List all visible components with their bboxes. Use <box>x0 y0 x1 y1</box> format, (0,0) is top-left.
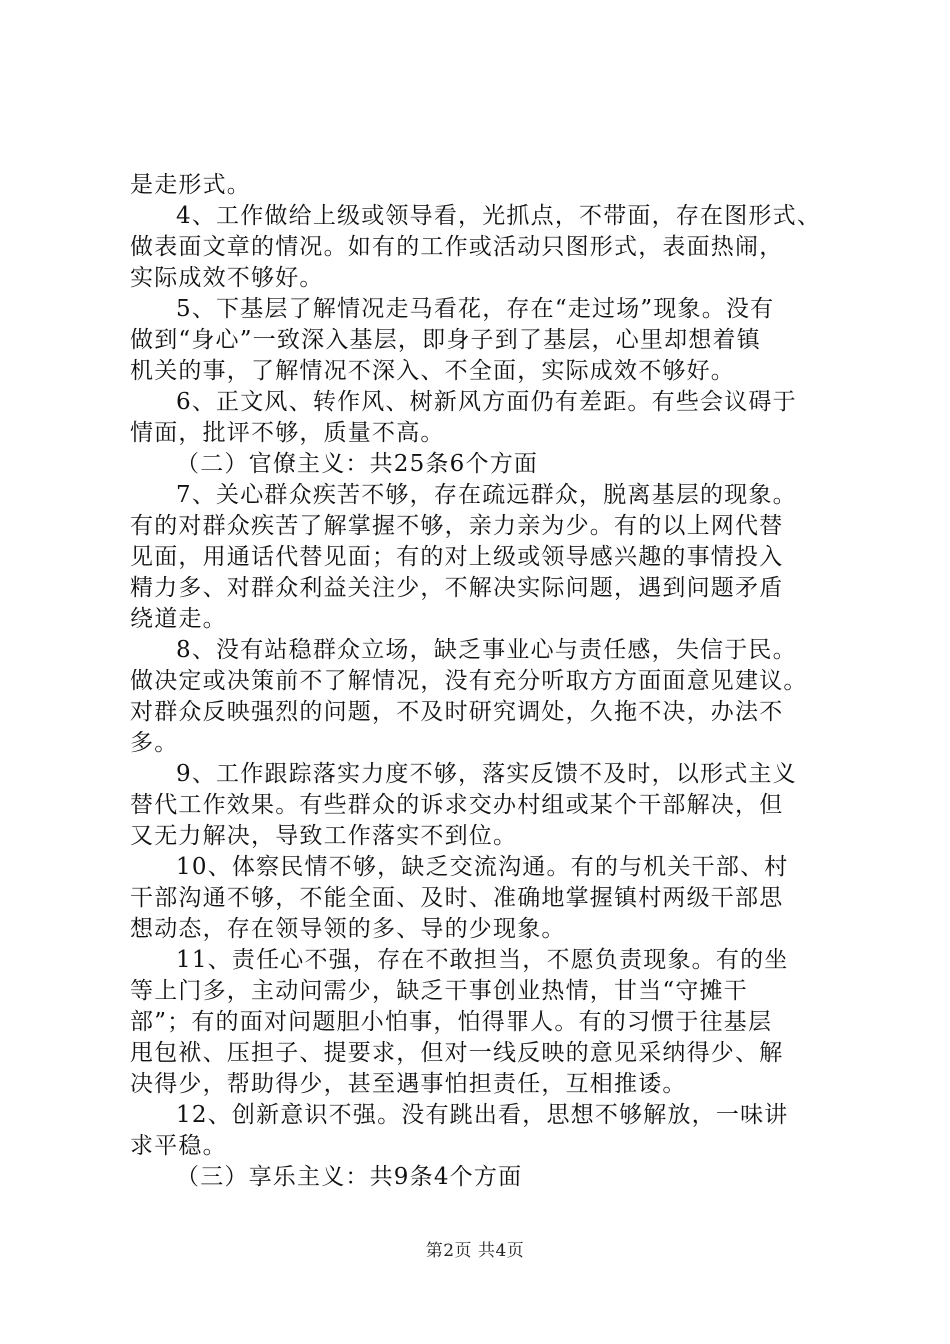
text-line: 5、下基层了解情况走马看花，存在“走过场”现象。没有 <box>176 296 775 322</box>
text-line: 是走形式。 <box>130 172 251 198</box>
page-footer: 第2页 共4页 <box>425 1241 525 1261</box>
text-line: 实际成效不够好。 <box>130 265 324 291</box>
text-line: 有的对群众疾苦了解掌握不够，亲力亲为少。有的以上网代替 <box>130 513 784 539</box>
text-line: 又无力解决，导致工作落实不到位。 <box>130 823 518 849</box>
text-line: 对群众反映强烈的问题，不及时研究调处，久拖不决，办法不 <box>130 699 784 725</box>
text-line: 部”；有的面对问题胆小怕事，怕得罪人。有的习惯于往基层 <box>130 1009 773 1035</box>
text-line: （三）享乐主义：共9条4个方面 <box>176 1164 523 1190</box>
text-line: 情面，批评不够，质量不高。 <box>130 420 445 446</box>
text-line: 机关的事，了解情况不深入、不全面，实际成效不够好。 <box>130 358 735 384</box>
text-line: 9、工作跟踪落实力度不够，落实反馈不及时，以形式主义 <box>176 761 797 787</box>
text-line: 干部沟通不够，不能全面、及时、准确地掌握镇村两级干部思 <box>130 885 784 911</box>
text-line: 多。 <box>130 730 179 756</box>
text-line: 6、正文风、转作风、树新风方面仍有差距。有些会议碍于 <box>176 389 797 415</box>
text-line: 想动态，存在领导领的多、导的少现象。 <box>130 916 566 942</box>
text-line: 做表面文章的情况。如有的工作或活动只图形式，表面热闹， <box>130 234 784 260</box>
text-line: （二）官僚主义：共25条6个方面 <box>176 451 539 477</box>
text-line: 见面，用通话代替见面；有的对上级或领导感兴趣的事情投入 <box>130 544 784 570</box>
text-line: 绕道走。 <box>130 606 227 632</box>
text-line: 7、关心群众疾苦不够，存在疏远群众，脱离基层的现象。 <box>176 482 797 508</box>
document-body <box>130 170 830 1193</box>
text-line: 8、没有站稳群众立场，缺乏事业心与责任感，失信于民。 <box>176 637 797 663</box>
text-line: 12、创新意识不强。没有跳出看，思想不够解放，一味讲 <box>176 1102 789 1128</box>
text-line: 决得少，帮助得少，甚至遇事怕担责任，互相推诿。 <box>130 1071 687 1097</box>
text-line: 做决定或决策前不了解情况，没有充分听取方方面面意见建议。 <box>130 668 808 694</box>
text-line: 甩包袱、压担子、提要求，但对一线反映的意见采纳得少、解 <box>130 1040 784 1066</box>
text-line: 11、责任心不强，存在不敢担当，不愿负责现象。有的坐 <box>176 947 789 973</box>
text-line: 4、工作做给上级或领导看，光抓点，不带面，存在图形式、 <box>176 203 822 229</box>
text-line: 10、体察民情不够，缺乏交流沟通。有的与机关干部、村 <box>176 854 789 880</box>
text-line: 求平稳。 <box>130 1133 227 1159</box>
text-line: 精力多、对群众利益关注少，不解决实际问题，遇到问题矛盾 <box>130 575 784 601</box>
text-line: 做到“身心”一致深入基层，即身子到了基层，心里却想着镇 <box>130 327 761 353</box>
text-line: 等上门多，主动问需少，缺乏干事创业热情，甘当“守摊干 <box>130 978 748 1004</box>
text-line: 替代工作效果。有些群众的诉求交办村组或某个干部解决，但 <box>130 792 784 818</box>
